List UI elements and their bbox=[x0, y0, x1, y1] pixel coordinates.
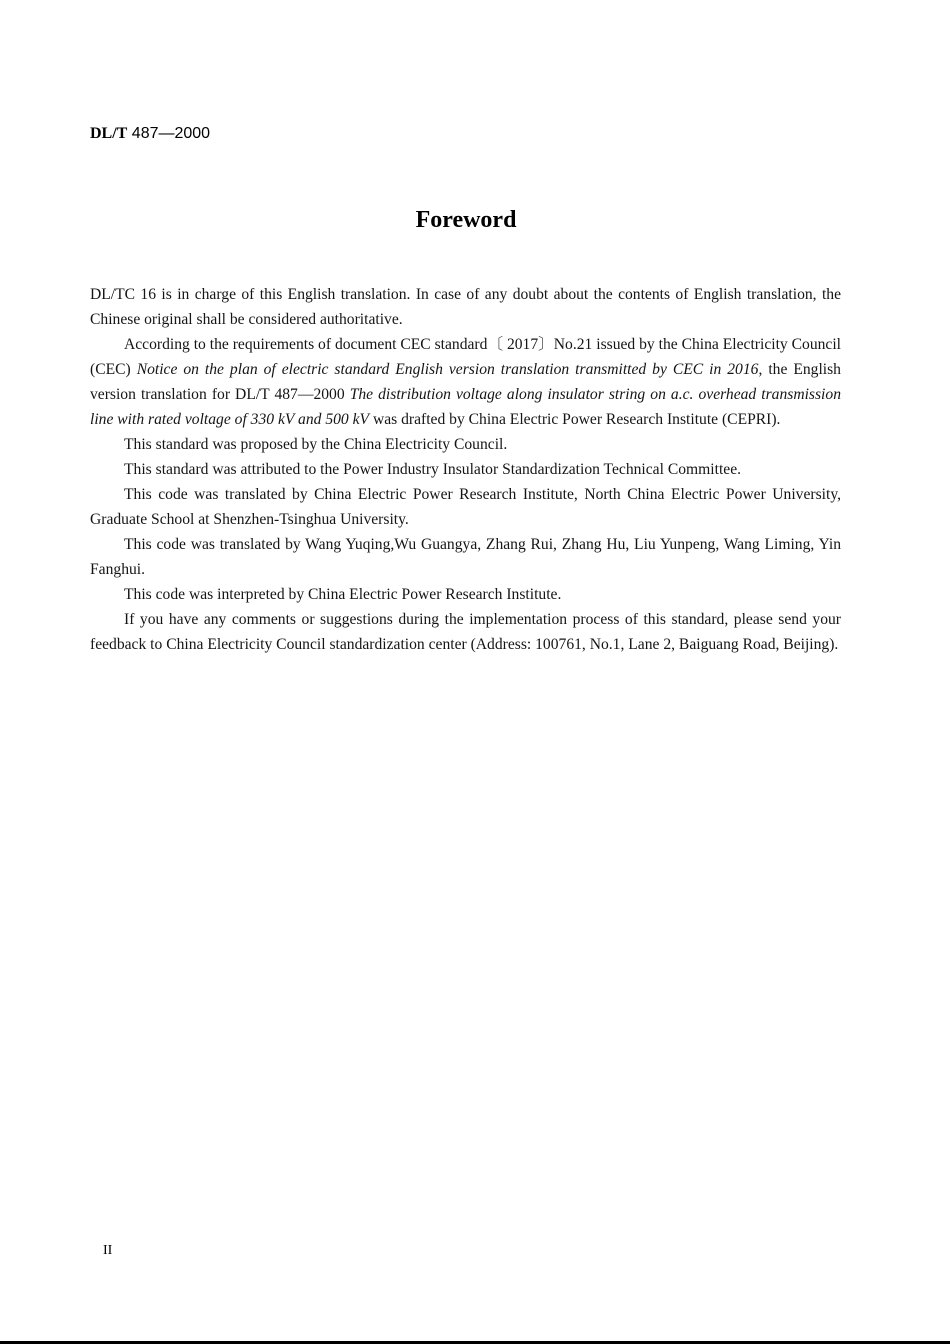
standard-title: The distribution voltage along insulator string on a.c. overhead transmission line with rated voltage of 330 kV and 500 kV bbox=[90, 386, 841, 428]
document-code bbox=[90, 124, 210, 144]
paragraph-translated-by-organizations: This code was translated by China Electric Power Research Institute, North China Electric Power University, Graduate School at Shenzhen-Tsinghua University. bbox=[90, 486, 841, 528]
notice-title: Notice on the plan of electric standard English version translation transmitted by CEC in 2016 bbox=[136, 361, 759, 378]
paragraph-proposed-by: This standard was proposed by the China Electricity Council. bbox=[124, 436, 508, 453]
paragraph-feedback: If you have any comments or suggestions during the implementation process of this standard, please send your feedback to China Electricity Council standardization center (Address: 100761, No.1, Lane 2, Baiguang Road, Beijing). bbox=[90, 611, 841, 653]
paragraph-attributed-to: This standard was attributed to the Power Industry Insulator Standardization Technical Committee. bbox=[124, 461, 742, 478]
page-title: Foreword bbox=[415, 207, 517, 233]
document-code-number: 487—2000 bbox=[127, 125, 211, 142]
paragraph-requirements-text-2: , the English version translation for DL/T 487—2000 bbox=[90, 361, 841, 403]
page-number: II bbox=[103, 1243, 113, 1258]
document-code-prefix: DL/T bbox=[90, 125, 128, 142]
paragraph-requirements bbox=[90, 332, 841, 432]
paragraph-requirements-text-3: was drafted by China Electric Power Research Institute (CEPRI). bbox=[369, 411, 781, 428]
foreword-body bbox=[90, 282, 841, 657]
paragraph-translation-responsibility: DL/TC 16 is in charge of this English translation. In case of any doubt about the contents of English translation, the Chinese original shall be considered authoritative. bbox=[90, 286, 841, 328]
paragraph-requirements-text-1: According to the requirements of document CEC standard〔 2017〕No.21 issued by the China Electricity Council (CEC) bbox=[90, 336, 841, 378]
paragraph-interpreted-by: This code was interpreted by China Electric Power Research Institute. bbox=[124, 586, 562, 603]
paragraph-translated-by-people: This code was translated by Wang Yuqing,Wu Guangya, Zhang Rui, Zhang Hu, Liu Yunpeng, Wang Liming, Yin Fanghui. bbox=[90, 536, 841, 578]
